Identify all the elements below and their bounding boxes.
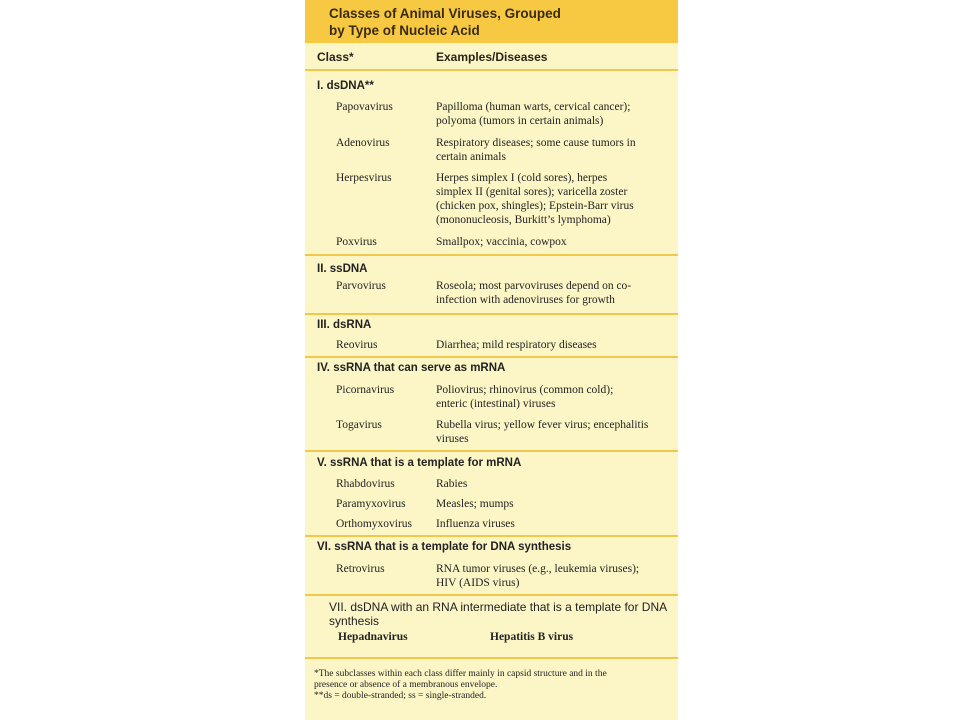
- virus-name: Hepadnavirus: [338, 631, 408, 643]
- header-class: Class*: [317, 50, 354, 64]
- section-rule: [305, 535, 678, 537]
- footer-rule: [305, 657, 678, 659]
- header-rule: [305, 69, 678, 71]
- virus-name: Retrovirus: [336, 563, 385, 575]
- table-title: Classes of Animal Viruses, Grouped by Type of Nucleic Acid: [329, 6, 561, 38]
- virus-examples: Smallpox; vaccinia, cowpox: [436, 236, 567, 248]
- virus-name: Herpesvirus: [336, 172, 392, 184]
- virus-examples: Rabies: [436, 478, 468, 490]
- virus-name: Parvovirus: [336, 280, 386, 292]
- virus-examples: Poliovirus; rhinovirus (common cold); enteric (intestinal) viruses: [436, 384, 614, 410]
- virus-examples: Respiratory diseases; some cause tumors in certain animals: [436, 137, 636, 163]
- class-3-title: III. dsRNA: [317, 319, 372, 331]
- virus-name: Adenovirus: [336, 137, 390, 149]
- virus-classes-table: [305, 0, 678, 720]
- section-rule: [305, 450, 678, 452]
- section-rule: [305, 254, 678, 256]
- section-rule: [305, 313, 678, 315]
- class-2-title: II. ssDNA: [317, 263, 368, 275]
- virus-name: Paramyxovirus: [336, 498, 406, 510]
- virus-name: Rhabdovirus: [336, 478, 395, 490]
- virus-examples: Diarrhea; mild respiratory diseases: [436, 339, 597, 351]
- virus-examples: Papilloma (human warts, cervical cancer); polyoma (tumors in certain animals): [436, 101, 631, 127]
- header-examples: Examples/Diseases: [436, 50, 548, 64]
- virus-name: Poxvirus: [336, 236, 377, 248]
- footnote: *The subclasses within each class differ mainly in capsid structure and in the presence or absence of a membranous envelope. **ds = double-stranded; ss = single-stranded.: [314, 669, 607, 701]
- section-rule: [305, 594, 678, 596]
- class-5-title: V. ssRNA that is a template for mRNA: [317, 457, 522, 469]
- virus-examples: Influenza viruses: [436, 518, 515, 530]
- virus-examples: Hepatitis B virus: [490, 631, 574, 643]
- virus-name: Reovirus: [336, 339, 378, 351]
- section-rule: [305, 356, 678, 358]
- title-band: [305, 0, 678, 43]
- virus-name: Togavirus: [336, 419, 382, 431]
- virus-name: Orthomyxovirus: [336, 518, 413, 530]
- class-1-title: I. dsDNA**: [317, 80, 374, 92]
- virus-examples: Measles; mumps: [436, 498, 514, 510]
- class-4-title: IV. ssRNA that can serve as mRNA: [317, 362, 506, 374]
- virus-examples: Roseola; most parvoviruses depend on co- infection with adenoviruses for growth: [436, 280, 632, 306]
- class-7-title: VII. dsDNA with an RNA intermediate that is a template for DNA synthesis: [329, 600, 667, 628]
- virus-examples: Rubella virus; yellow fever virus; encephalitis viruses: [436, 419, 649, 445]
- virus-examples: RNA tumor viruses (e.g., leukemia viruses); HIV (AIDS virus): [436, 563, 640, 589]
- class-6-title: VI. ssRNA that is a template for DNA synthesis: [317, 541, 572, 553]
- virus-examples: Herpes simplex I (cold sores), herpes simplex II (genital sores); varicella zoster (chicken pox, shingles); Epstein-Barr virus (mononucleosis, Burkitt’s lymphoma): [436, 172, 634, 226]
- virus-name: Papovavirus: [336, 101, 393, 113]
- virus-name: Picornavirus: [336, 384, 395, 396]
